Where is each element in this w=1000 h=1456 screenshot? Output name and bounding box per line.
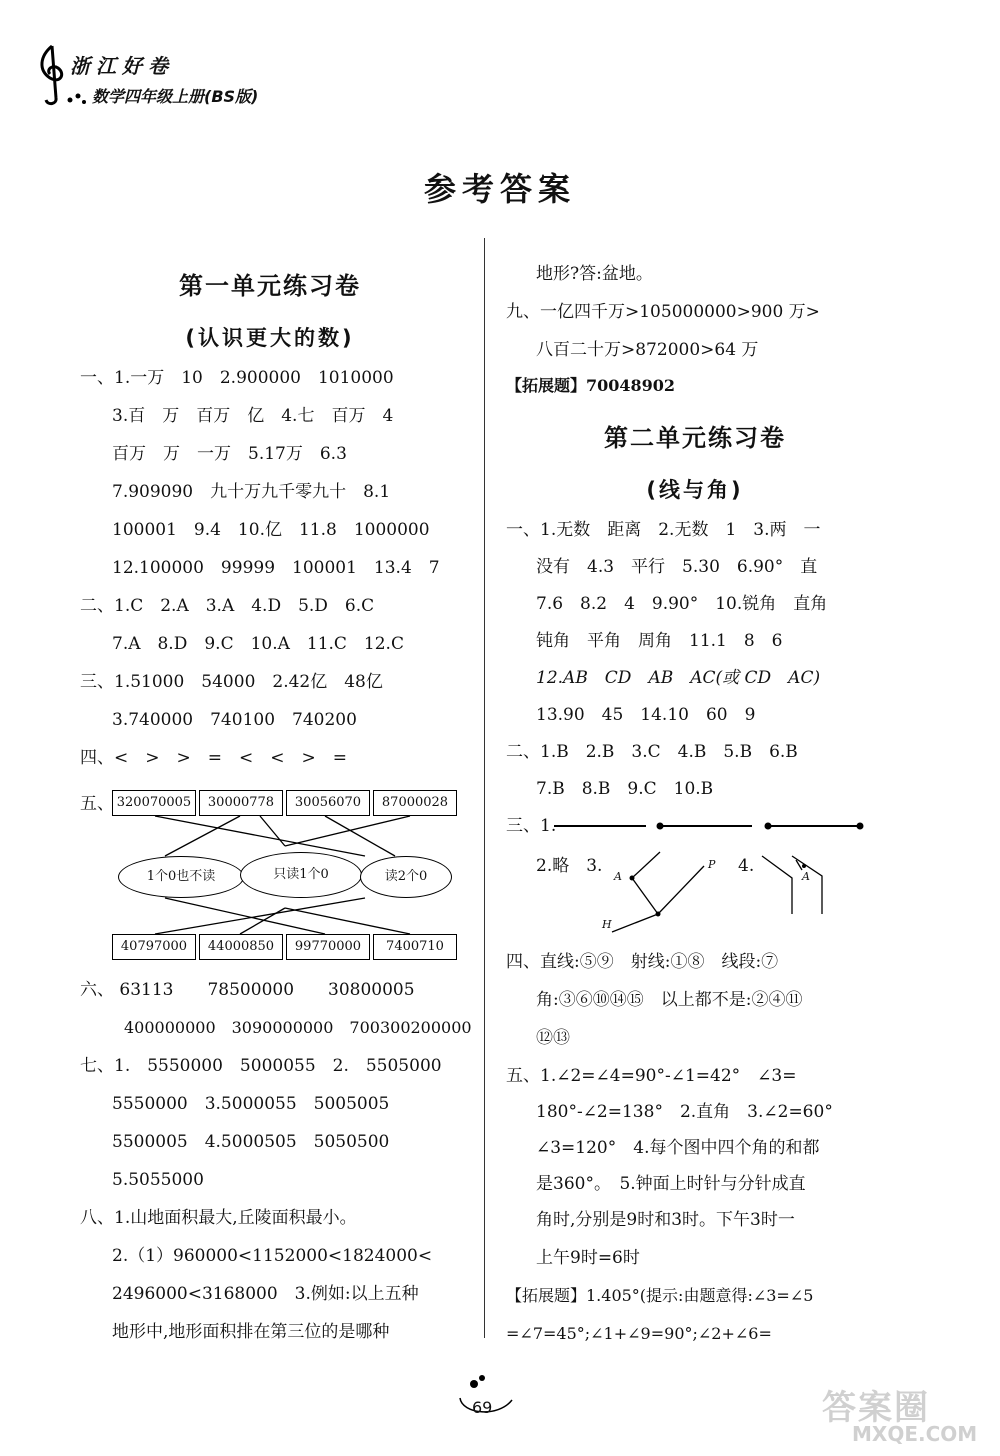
answer-line: 六、 63113 78500000 30800005 xyxy=(80,980,415,1000)
answer-line: 400000000 3090000000 700300200000 xyxy=(124,1018,472,1037)
page-title: 参考答案 xyxy=(423,170,576,208)
watermark-logo: 答案圈 xyxy=(822,1388,930,1428)
answer-line: 钝角 平角 周角 11.1 8 6 xyxy=(536,631,783,651)
answer-line: 2.（1）960000<1152000<1824000< xyxy=(112,1246,433,1266)
answer-line: 100001 9.4 10.亿 11.8 1000000 xyxy=(112,520,430,540)
answer-line: 四、< > > = < < > = xyxy=(80,748,347,768)
answer-line: 13.90 45 14.10 60 9 xyxy=(536,705,756,725)
answer-line: 九、一亿四千万>105000000>900 万> xyxy=(506,302,820,322)
answer-line: 7.A 8.D 9.C 10.A 11.C 12.C xyxy=(112,634,404,654)
answer-line: 一、1.一万 10 2.900000 1010000 xyxy=(80,368,394,388)
answer-line: 3.百 万 百万 亿 4.七 百万 4 xyxy=(112,406,394,426)
match-box-top: 87000028 xyxy=(373,790,457,816)
match-box-top: 30000778 xyxy=(199,790,283,816)
answer-line: 二、1.B 2.B 3.C 4.B 5.B 6.B xyxy=(506,742,798,762)
q4-label: 4. xyxy=(738,856,755,876)
match-ellipse: 只读1个0 xyxy=(240,852,362,898)
answer-line: 八、1.山地面积最大,丘陵面积最小。 xyxy=(80,1208,357,1228)
answer-line: 5550000 3.5000055 5005005 xyxy=(112,1094,390,1114)
point-label: H xyxy=(602,918,612,931)
answer-line: 上午9时=6时 xyxy=(536,1248,640,1268)
unit1-title: 第一单元练习卷 xyxy=(179,272,361,300)
answer-line: 12.AB CD AB AC(或 CD AC) xyxy=(536,668,821,688)
extension-answer: 【拓展题】1.405°(提示:由题意得:∠3=∠5 xyxy=(506,1286,814,1305)
match-ellipse: 1个0也不读 xyxy=(118,856,244,898)
answer-line: ∠3=120° 4.每个图中四个角的和都 xyxy=(536,1138,820,1158)
answer-line: 七、1. 5550000 5000055 2. 5505000 xyxy=(80,1056,442,1076)
answer-line: 五、1.∠2=∠4=90°-∠1=42° ∠3= xyxy=(506,1066,797,1086)
answer-line: 八百二十万>872000>64 万 xyxy=(536,340,759,360)
answer-line: 是360°。 5.钟面上时针与分针成直 xyxy=(536,1174,806,1194)
answer-line: ⑫⑬ xyxy=(536,1028,570,1048)
answer-line: 角时,分别是9时和3时。下午3时一 xyxy=(536,1210,795,1230)
answer-line: 3.740000 740100 740200 xyxy=(112,710,357,730)
q3-label: 三、1. xyxy=(506,816,557,836)
answer-line: 地形中,地形面积排在第三位的是哪种 xyxy=(112,1322,390,1342)
answer-line: 5.5055000 xyxy=(112,1170,204,1190)
point-label: P xyxy=(708,858,716,871)
match-box-bottom: 99770000 xyxy=(286,934,370,960)
watermark-url: MXQE.COM xyxy=(852,1422,978,1446)
answer-line: 百万 万 一万 5.17万 6.3 xyxy=(112,444,347,464)
column-divider xyxy=(484,238,485,1338)
point-label: A xyxy=(802,870,810,883)
match-box-bottom: 40797000 xyxy=(112,934,196,960)
extension-answer: 【拓展题】70048902 xyxy=(506,376,676,395)
answer-line: 180°-∠2=138° 2.直角 3.∠2=60° xyxy=(536,1102,833,1122)
answer-line: 一、1.无数 距离 2.无数 1 3.两 一 xyxy=(506,520,821,540)
answer-line: 没有 4.3 平行 5.30 6.90° 直 xyxy=(536,557,818,577)
answer-line: 7.909090 九十万九千零九十 8.1 xyxy=(112,482,391,502)
point-label: A xyxy=(614,870,622,883)
answer-line: 7.B 8.B 9.C 10.B xyxy=(536,779,714,799)
answer-line: =∠7=45°;∠1+∠9=90°;∠2+∠6= xyxy=(506,1324,772,1343)
unit2-title: 第二单元练习卷 xyxy=(604,424,786,452)
answer-line: 地形?答:盆地。 xyxy=(536,264,653,284)
answer-line: 角:③⑥⑩⑭⑮ 以上都不是:②④⑪ xyxy=(536,990,803,1010)
match-box-bottom: 44000850 xyxy=(199,934,283,960)
q5-label: 五、 xyxy=(80,794,114,814)
answer-line: 7.6 8.2 4 9.90° 10.锐角 直角 xyxy=(536,594,828,614)
perpendicular-drawing xyxy=(604,846,714,936)
page-number: 69 xyxy=(472,1398,493,1417)
answer-line: 12.100000 99999 100001 13.4 7 xyxy=(112,558,440,578)
line-segment-ray-drawings xyxy=(548,814,878,844)
match-box-top: 320070005 xyxy=(112,790,196,816)
answer-line: 2496000<3168000 3.例如:以上五种 xyxy=(112,1284,419,1304)
match-box-bottom: 7400710 xyxy=(373,934,457,960)
unit2-subtitle: (线与角) xyxy=(646,478,744,502)
answer-line: 5500005 4.5000505 5050500 xyxy=(112,1132,390,1152)
match-ellipse: 读2个0 xyxy=(360,856,452,898)
series-subtitle: 数学四年级上册(BS版) xyxy=(92,87,259,106)
answer-line: 三、1.51000 54000 2.42亿 48亿 xyxy=(80,672,383,692)
q3-sub-line: 2.略 3. xyxy=(536,856,603,876)
match-box-top: 30056070 xyxy=(286,790,370,816)
answer-line: 四、直线:⑤⑨ 射线:①⑧ 线段:⑦ xyxy=(506,952,779,972)
series-title: 浙江好卷 xyxy=(70,54,174,78)
unit1-subtitle: (认识更大的数) xyxy=(185,326,355,350)
answer-line: 二、1.C 2.A 3.A 4.D 5.D 6.C xyxy=(80,596,375,616)
parallel-drawing xyxy=(758,850,838,920)
